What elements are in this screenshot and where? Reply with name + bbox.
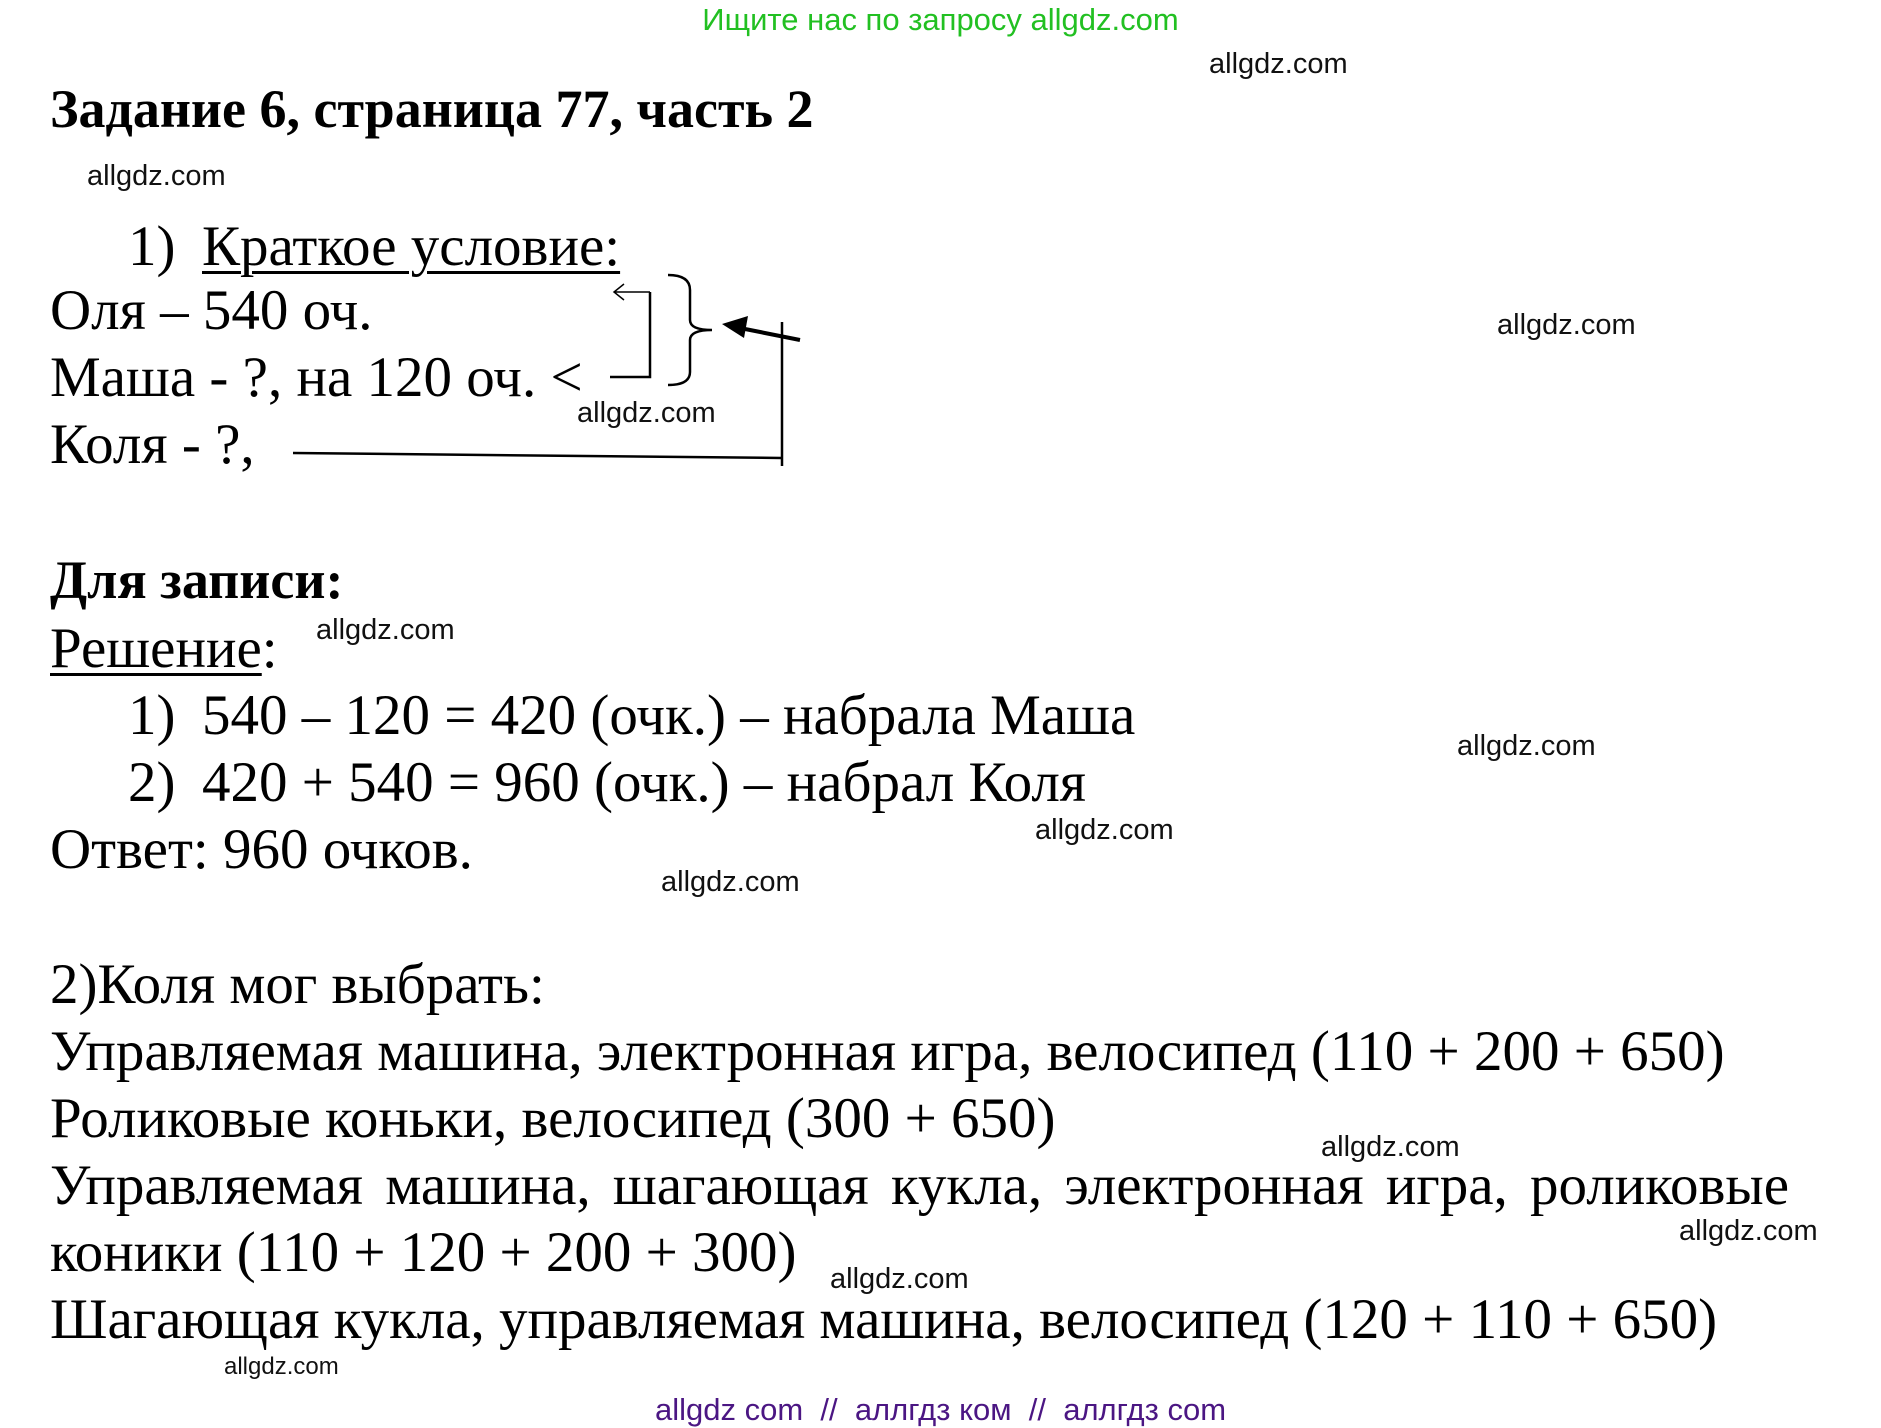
horizontal-connector: [293, 453, 782, 458]
step-1: 540 – 120 = 420 (очк.) – набрала Маша: [202, 684, 1136, 747]
watermark: allgdz.com: [224, 1353, 339, 1380]
record-heading: Для записи:: [50, 550, 344, 610]
condition-number: 1): [128, 215, 176, 278]
top-banner: Ищите нас по запросу allgdz.com: [702, 2, 1179, 37]
watermark: allgdz.com: [661, 866, 800, 898]
watermark: allgdz.com: [87, 160, 226, 192]
solution-heading: Решение: [50, 617, 262, 680]
watermark: allgdz.com: [316, 614, 455, 646]
option-line: Роликовые коньки, велосипед (300 + 650): [50, 1087, 1056, 1150]
option-line: Шагающая кукла, управляемая машина, велосипед (120 + 110 + 650): [50, 1288, 1718, 1351]
condition-line-kolya: Коля - ?,: [50, 413, 255, 476]
page-title: Задание 6, страница 77, часть 2: [50, 79, 814, 139]
arrow-head-icon: [722, 316, 748, 338]
option-line: коники (110 + 120 + 200 + 300): [50, 1221, 797, 1284]
option-line: Управляемая машина, шагающая кукла, электронная игра, роликовые: [50, 1154, 1790, 1217]
watermark: allgdz.com: [577, 397, 716, 429]
watermark: allgdz.com: [1035, 814, 1174, 846]
watermark: allgdz.com: [1497, 309, 1636, 341]
answer: Ответ: 960 очков.: [50, 818, 473, 881]
condition-line-olya: Оля – 540 оч.: [50, 279, 373, 342]
watermark: allgdz.com: [1321, 1131, 1460, 1163]
step-number-1: 1): [128, 684, 176, 747]
footer-links: allgdz com // аллгдз ком // аллгдз com: [654, 1392, 1227, 1427]
watermark: allgdz.com: [1209, 48, 1348, 80]
part2-heading: 2)Коля мог выбрать:: [50, 953, 545, 1016]
watermark: allgdz.com: [1679, 1215, 1818, 1247]
option-line: Управляемая машина, электронная игра, велосипед (110 + 200 + 650): [50, 1020, 1725, 1083]
arrow-line: [740, 328, 800, 340]
condition-heading: Краткое условие:: [202, 215, 621, 278]
solution-colon: :: [261, 617, 278, 680]
watermark: allgdz.com: [830, 1263, 969, 1295]
step-number-2: 2): [128, 751, 176, 814]
condition-line-masha: Маша - ?, на 120 оч. <: [50, 346, 583, 409]
watermark: allgdz.com: [1457, 730, 1596, 762]
brace-icon: [668, 275, 712, 385]
small-arrow-icon: [614, 284, 650, 300]
relation-bracket: [610, 292, 650, 377]
step-2: 420 + 540 = 960 (очк.) – набрал Коля: [202, 751, 1087, 814]
